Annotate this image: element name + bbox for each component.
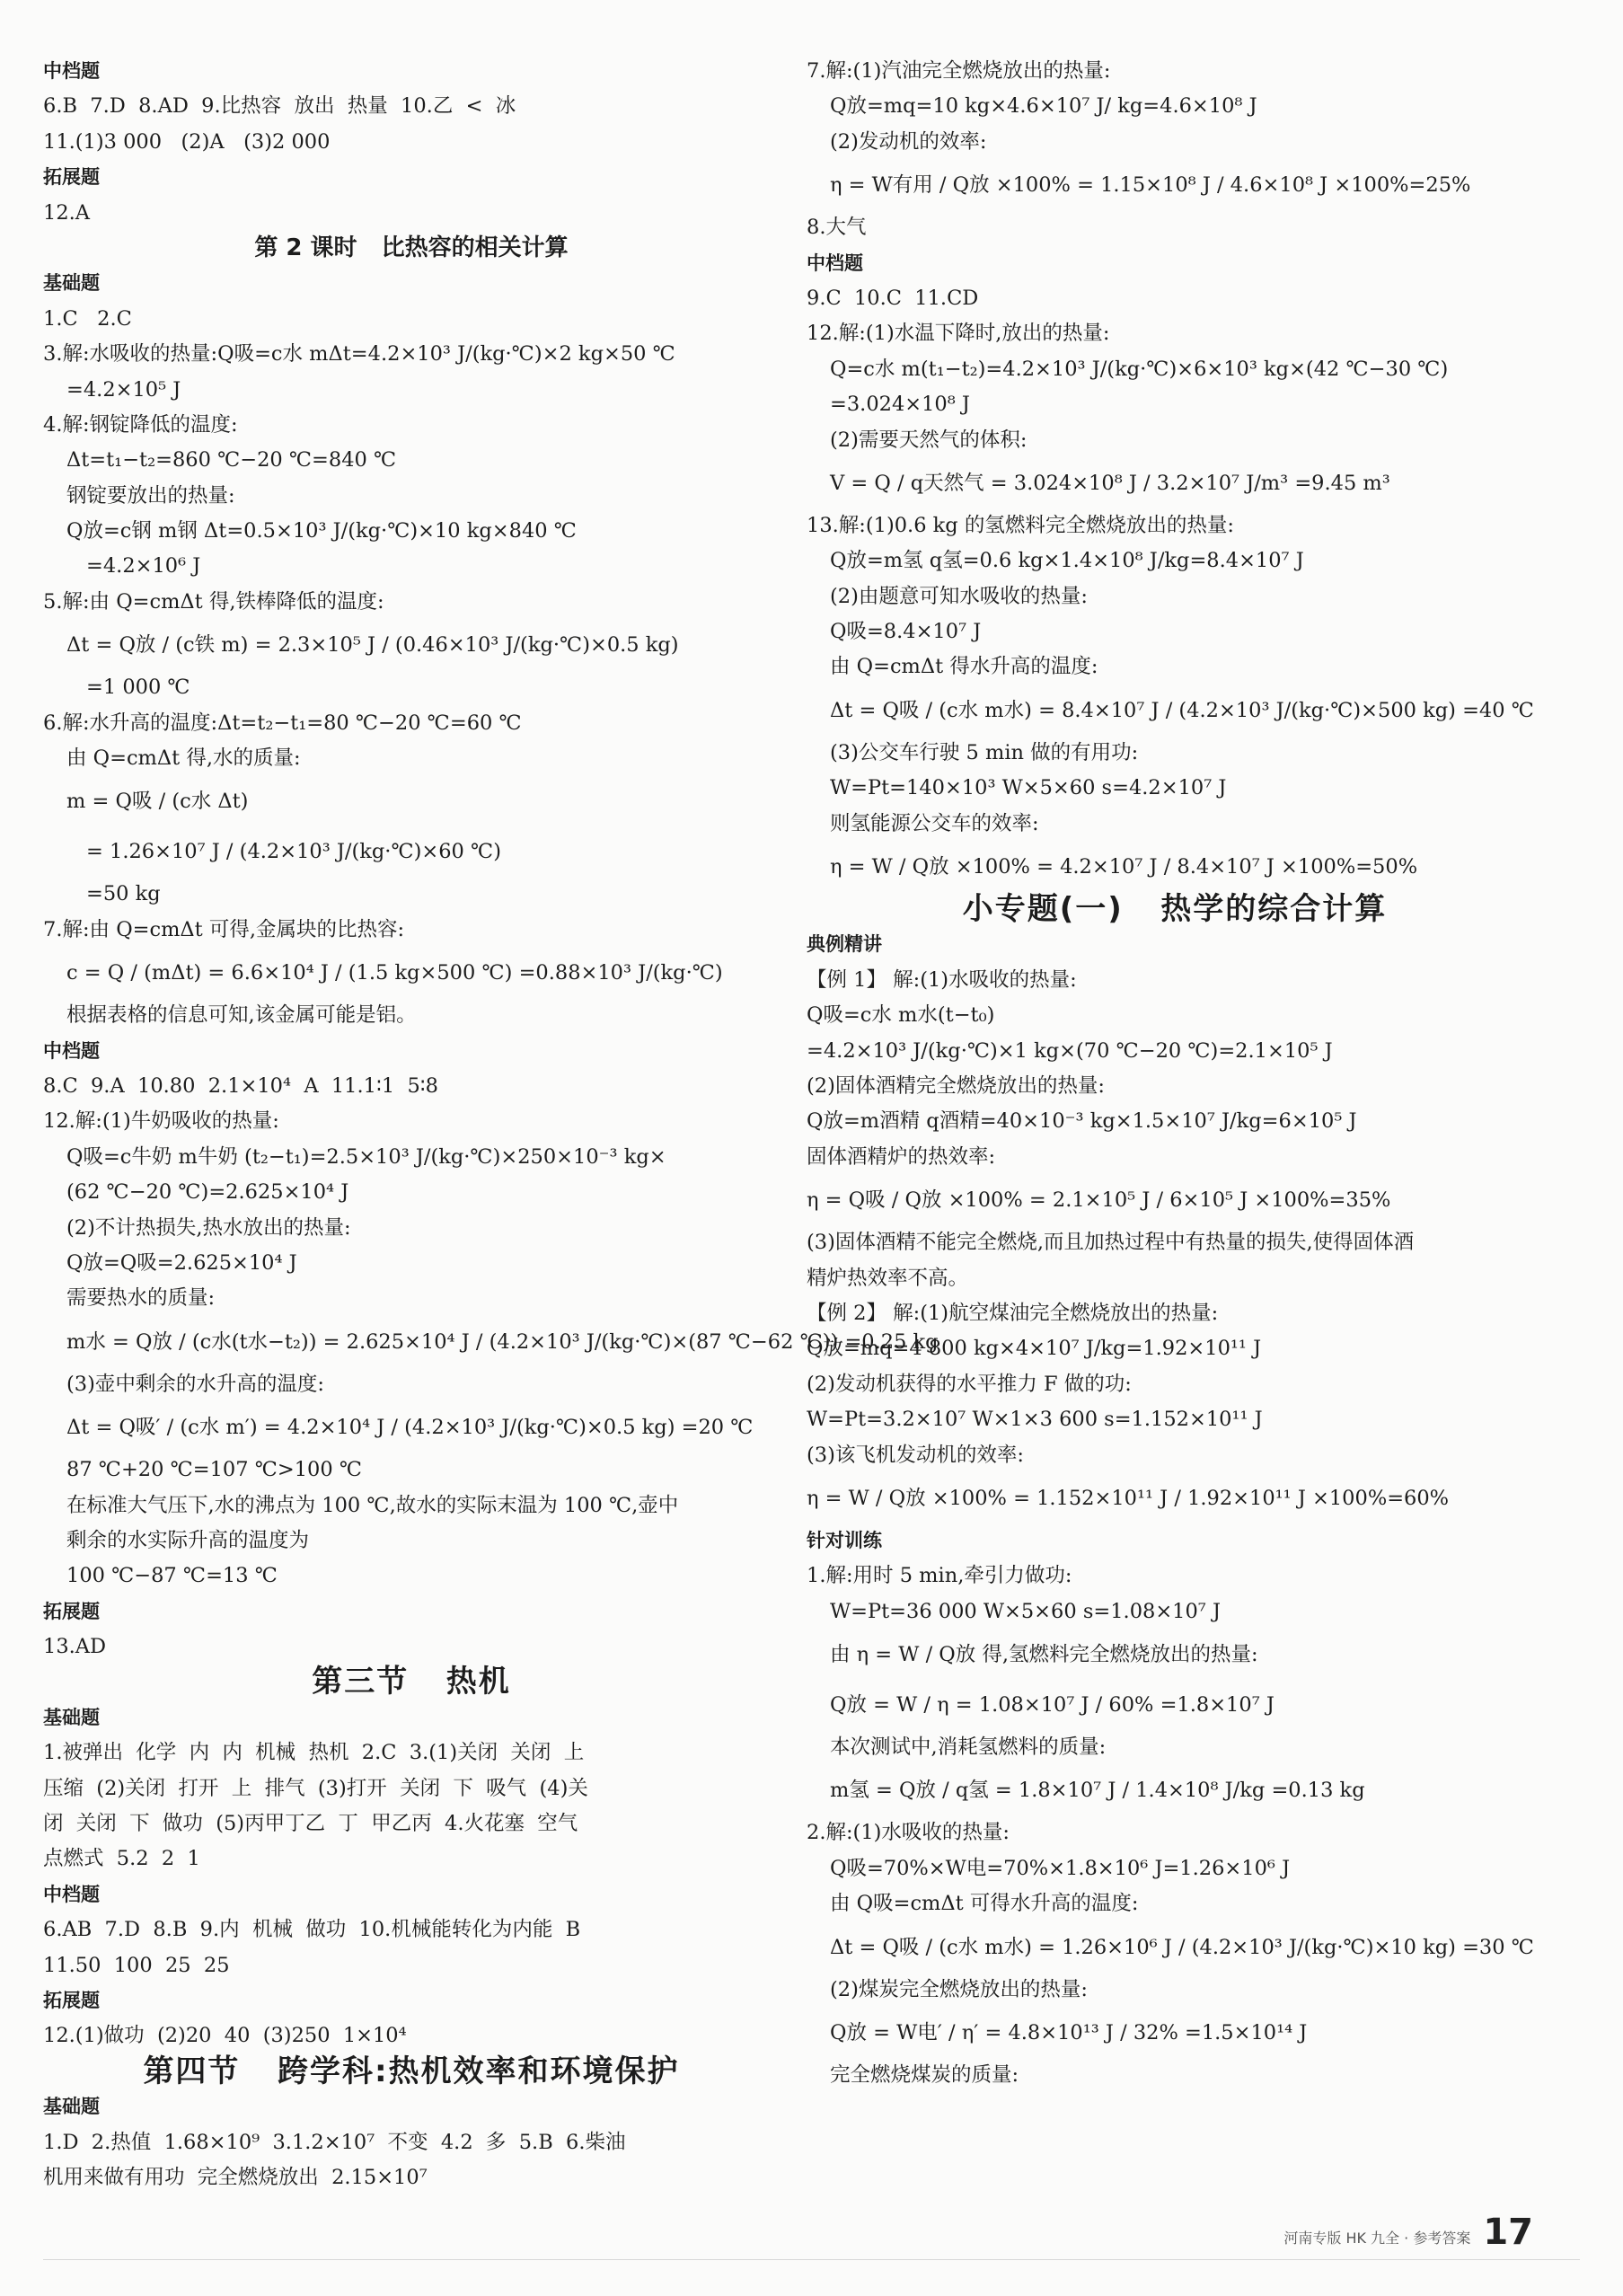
answer-line: 2.解:(1)水吸收的热量: <box>807 1821 1010 1845</box>
answer-line: 根据表格的信息可知,该金属可能是铝。 <box>66 1003 417 1028</box>
answer-line: 8.C 9.A 10.80 2.1×10⁴ A 11.1∶1 5∶8 <box>43 1073 438 1098</box>
subsection-heading: 基础题 <box>43 1706 100 1728</box>
answer-line: Q=c水 m(t₁−t₂)=4.2×10³ J/(kg·℃)×6×10³ kg×(42 ℃−30 ℃) <box>830 357 1449 381</box>
answer-line: Δt = Q放 / (c铁 m) = 2.3×10⁵ J / (0.46×10³ J/(kg·℃)×0.5 kg) <box>66 633 679 658</box>
page-number: 17 <box>1483 2212 1533 2253</box>
answer-line: Q放=m酒精 q酒精=40×10⁻³ kg×1.5×10⁷ J/kg=6×10⁵ J <box>807 1109 1357 1134</box>
answer-line: Q吸=c水 m水(t−t₀) <box>807 1003 995 1028</box>
answer-line: 压缩 (2)关闭 打开 上 排气 (3)打开 关闭 下 吸气 (4)关 <box>43 1776 588 1800</box>
answer-line: 点燃式 5.2 2 1 <box>43 1847 200 1871</box>
answer-line: 11.50 100 25 25 <box>43 1953 230 1977</box>
answer-line: Q放=mq=10 kg×4.6×10⁷ J/ kg=4.6×10⁸ J <box>830 94 1257 119</box>
answer-line: 7.解:(1)汽油完全燃烧放出的热量: <box>807 59 1111 83</box>
answer-line: 由 Q=cmΔt 得水升高的温度: <box>830 655 1098 679</box>
answer-line: 则氢能源公交车的效率: <box>830 811 1039 835</box>
answer-line: = 1.26×10⁷ J / (4.2×10³ J/(kg·℃)×60 ℃) <box>86 840 501 864</box>
answer-line: 13.解:(1)0.6 kg 的氢燃料完全燃烧放出的热量: <box>807 513 1234 537</box>
answer-line: Δt = Q吸′ / (c水 m′) = 4.2×10⁴ J / (4.2×10³ J/(kg·℃)×0.5 kg) =20 ℃ <box>66 1416 754 1440</box>
answer-line: 5.解:由 Q=cmΔt 得,铁棒降低的温度: <box>43 589 384 614</box>
answer-line: (62 ℃−20 ℃)=2.625×10⁴ J <box>66 1180 349 1205</box>
answer-line: =4.2×10⁶ J <box>86 554 201 578</box>
answer-line: Q吸=8.4×10⁷ J <box>830 620 982 644</box>
answer-line: 12.A <box>43 200 91 225</box>
answer-line: 【例 2】 解:(1)航空煤油完全燃烧放出的热量: <box>807 1301 1219 1325</box>
answer-line: η = W有用 / Q放 ×100% = 1.15×10⁸ J / 4.6×10⁸ J ×100%=25% <box>830 173 1471 198</box>
answer-line: Q吸=c牛奶 m牛奶 (t₂−t₁)=2.5×10³ J/(kg·℃)×250×10⁻³ kg× <box>66 1144 666 1169</box>
subsection-heading: 中档题 <box>43 1039 100 1062</box>
answer-line: V = Q / q天然气 = 3.024×10⁸ J / 3.2×10⁷ J/m³ =9.45 m³ <box>830 471 1390 495</box>
answer-line: 机用来做有用功 完全燃烧放出 2.15×10⁷ <box>43 2165 428 2189</box>
answer-line: Δt = Q吸 / (c水 m水) = 8.4×10⁷ J / (4.2×10³ J/(kg·℃)×500 kg) =40 ℃ <box>830 698 1534 722</box>
answer-line: (2)发动机的效率: <box>830 129 987 154</box>
answer-line: η = W / Q放 ×100% = 4.2×10⁷ J / 8.4×10⁷ J ×100%=50% <box>830 855 1418 879</box>
answer-line: (3)固体酒精不能完全燃烧,而且加热过程中有热量的损失,使得固体酒 <box>807 1231 1415 1255</box>
answer-line: 3.解:水吸收的热量:Q吸=c水 mΔt=4.2×10³ J/(kg·℃)×2 kg×50 ℃ <box>43 342 675 366</box>
answer-line: η = W / Q放 ×100% = 1.152×10¹¹ J / 1.92×10¹¹ J ×100%=60% <box>807 1486 1450 1510</box>
answer-line: (3)该飞机发动机的效率: <box>807 1443 1024 1467</box>
answer-line: 精炉热效率不高。 <box>807 1266 969 1290</box>
footer-divider <box>43 2259 1580 2260</box>
answer-line: 12.(1)做功 (2)20 40 (3)250 1×10⁴ <box>43 2024 407 2048</box>
answer-line: (2)发动机获得的水平推力 F 做的功: <box>807 1372 1132 1396</box>
answer-line: 完全燃烧煤炭的质量: <box>830 2063 1019 2088</box>
page-footer <box>1283 2212 1533 2253</box>
answer-line: 固体酒精炉的热效率: <box>807 1144 996 1169</box>
answer-line: Δt=t₁−t₂=860 ℃−20 ℃=840 ℃ <box>66 448 397 472</box>
answer-line: 12.解:(1)牛奶吸收的热量: <box>43 1109 279 1134</box>
answer-line: 6.B 7.D 8.AD 9.比热容 放出 热量 10.乙 < 冰 <box>43 94 516 119</box>
answer-line: Q放=c钢 m钢 Δt=0.5×10³ J/(kg·℃)×10 kg×840 ℃ <box>66 519 577 543</box>
answer-line: =4.2×10⁵ J <box>66 377 181 402</box>
answer-line: m氢 = Q放 / q氢 = 1.8×10⁷ J / 1.4×10⁸ J/kg =0.13 kg <box>830 1779 1365 1803</box>
answer-line: W=Pt=3.2×10⁷ W×1×3 600 s=1.152×10¹¹ J <box>807 1408 1263 1432</box>
right-column <box>807 54 1543 2093</box>
answer-line: m水 = Q放 / (c水(t水−t₂)) = 2.625×10⁴ J / (4.2×10³ J/(kg·℃)×(87 ℃−62 ℃)) =0.25 kg <box>66 1329 939 1354</box>
answer-line: 6.AB 7.D 8.B 9.内 机械 做功 10.机械能转化为内能 B <box>43 1918 581 1942</box>
answer-line: (2)固体酒精完全燃烧放出的热量: <box>807 1073 1105 1098</box>
answer-line: 由 Q=cmΔt 得,水的质量: <box>66 746 301 771</box>
section-title: 第 2 课时 比热容的相关计算 <box>254 234 569 261</box>
answer-line: 9.C 10.C 11.CD <box>807 286 979 310</box>
answer-line: 13.AD <box>43 1635 107 1659</box>
answer-line: 在标准大气压下,水的沸点为 100 ℃,故水的实际末温为 100 ℃,壶中 <box>66 1493 679 1517</box>
subsection-heading: 拓展题 <box>43 1989 100 2011</box>
answer-line: (2)不计热损失,热水放出的热量: <box>66 1215 351 1240</box>
section-title: 第四节 跨学科:热机效率和环境保护 <box>143 2053 680 2089</box>
answer-line: 由 Q吸=cmΔt 可得水升高的温度: <box>830 1892 1139 1916</box>
subsection-heading: 典例精讲 <box>807 933 882 956</box>
answer-line: 4.解:钢锭降低的温度: <box>43 412 238 437</box>
subsection-heading: 中档题 <box>807 252 863 274</box>
answer-line: W=Pt=140×10³ W×5×60 s=4.2×10⁷ J <box>830 776 1227 800</box>
answer-line: Q放=m氢 q氢=0.6 kg×1.4×10⁸ J/kg=8.4×10⁷ J <box>830 549 1304 573</box>
answer-line: Q吸=70%×W电=70%×1.8×10⁶ J=1.26×10⁶ J <box>830 1856 1291 1880</box>
subsection-heading: 中档题 <box>43 1883 100 1905</box>
subsection-heading: 针对训练 <box>807 1529 882 1551</box>
answer-line: c = Q / (mΔt) = 6.6×10⁴ J / (1.5 kg×500 ℃) =0.88×10³ J/(kg·℃) <box>66 961 723 985</box>
answer-line: 100 ℃−87 ℃=13 ℃ <box>66 1564 278 1588</box>
answer-line: 剩余的水实际升高的温度为 <box>66 1528 310 1552</box>
subsection-heading: 拓展题 <box>43 1600 100 1622</box>
answer-line: 12.解:(1)水温下降时,放出的热量: <box>807 322 1110 346</box>
answer-line: η = Q吸 / Q放 ×100% = 2.1×10⁵ J / 6×10⁵ J ×100%=35% <box>807 1188 1391 1213</box>
answer-line: Q放=Q吸=2.625×10⁴ J <box>66 1250 297 1275</box>
answer-line: W=Pt=36 000 W×5×60 s=1.08×10⁷ J <box>830 1599 1221 1623</box>
answer-line: =50 kg <box>86 882 161 906</box>
answer-line: =3.024×10⁸ J <box>830 393 970 417</box>
answer-line: =4.2×10³ J/(kg·℃)×1 kg×(70 ℃−20 ℃)=2.1×10⁵ J <box>807 1038 1333 1063</box>
answer-line: 1.解:用时 5 min,牵引力做功: <box>807 1564 1072 1588</box>
answer-line: =1 000 ℃ <box>86 676 190 700</box>
answer-line: (2)煤炭完全燃烧放出的热量: <box>830 1977 1088 2001</box>
answer-line: (3)公交车行驶 5 min 做的有用功: <box>830 740 1139 764</box>
answer-line: 1.C 2.C <box>43 306 132 331</box>
answer-line: 本次测试中,消耗氢燃料的质量: <box>830 1735 1107 1760</box>
answer-line: 6.解:水升高的温度:Δt=t₂−t₁=80 ℃−20 ℃=60 ℃ <box>43 711 522 735</box>
answer-line: Δt = Q吸 / (c水 m水) = 1.26×10⁶ J / (4.2×10³ J/(kg·℃)×10 kg) =30 ℃ <box>830 1935 1534 1959</box>
answer-line: 由 η = W / Q放 得,氢燃料完全燃烧放出的热量: <box>830 1643 1258 1667</box>
answer-line: Q放=mq=4 800 kg×4×10⁷ J/kg=1.92×10¹¹ J <box>807 1337 1262 1361</box>
footer-text: 河南专版 HK 九全 · 参考答案 <box>1283 2230 1471 2247</box>
subsection-heading: 中档题 <box>43 60 100 82</box>
subsection-heading: 基础题 <box>43 272 100 295</box>
answer-line: 1.D 2.热值 1.68×10⁹ 3.1.2×10⁷ 不变 4.2 多 5.B 6.柴油 <box>43 2130 626 2154</box>
answer-line: 钢锭要放出的热量: <box>66 483 235 508</box>
answer-line: 8.大气 <box>807 216 867 240</box>
answer-line: Q放 = W / η = 1.08×10⁷ J / 60% =1.8×10⁷ J <box>830 1693 1275 1718</box>
answer-line: (3)壶中剩余的水升高的温度: <box>66 1372 324 1396</box>
answer-line: 7.解:由 Q=cmΔt 可得,金属块的比热容: <box>43 917 405 941</box>
subsection-heading: 基础题 <box>43 2096 100 2118</box>
answer-line: Q放 = W电′ / η′ = 4.8×10¹³ J / 32% =1.5×10¹⁴ J <box>830 2021 1308 2045</box>
answer-line: 闭 关闭 下 做功 (5)丙甲丁乙 丁 甲乙丙 4.火花塞 空气 <box>43 1812 578 1836</box>
section-title: 第三节 热机 <box>312 1664 511 1700</box>
answer-line: (2)需要天然气的体积: <box>830 428 1028 452</box>
answer-line: 1.被弹出 化学 内 内 机械 热机 2.C 3.(1)关闭 关闭 上 <box>43 1741 585 1765</box>
answer-line: 11.(1)3 000 (2)A (3)2 000 <box>43 129 331 154</box>
answer-line: (2)由题意可知水吸收的热量: <box>830 584 1088 608</box>
answer-line: 需要热水的质量: <box>66 1286 216 1311</box>
answer-line: 【例 1】 解:(1)水吸收的热量: <box>807 967 1077 992</box>
answer-line: m = Q吸 / (c水 Δt) <box>66 790 249 814</box>
answer-line: 87 ℃+20 ℃=107 ℃>100 ℃ <box>66 1458 362 1482</box>
section-title: 小专题(一) 热学的综合计算 <box>962 891 1388 928</box>
subsection-heading: 拓展题 <box>43 166 100 189</box>
